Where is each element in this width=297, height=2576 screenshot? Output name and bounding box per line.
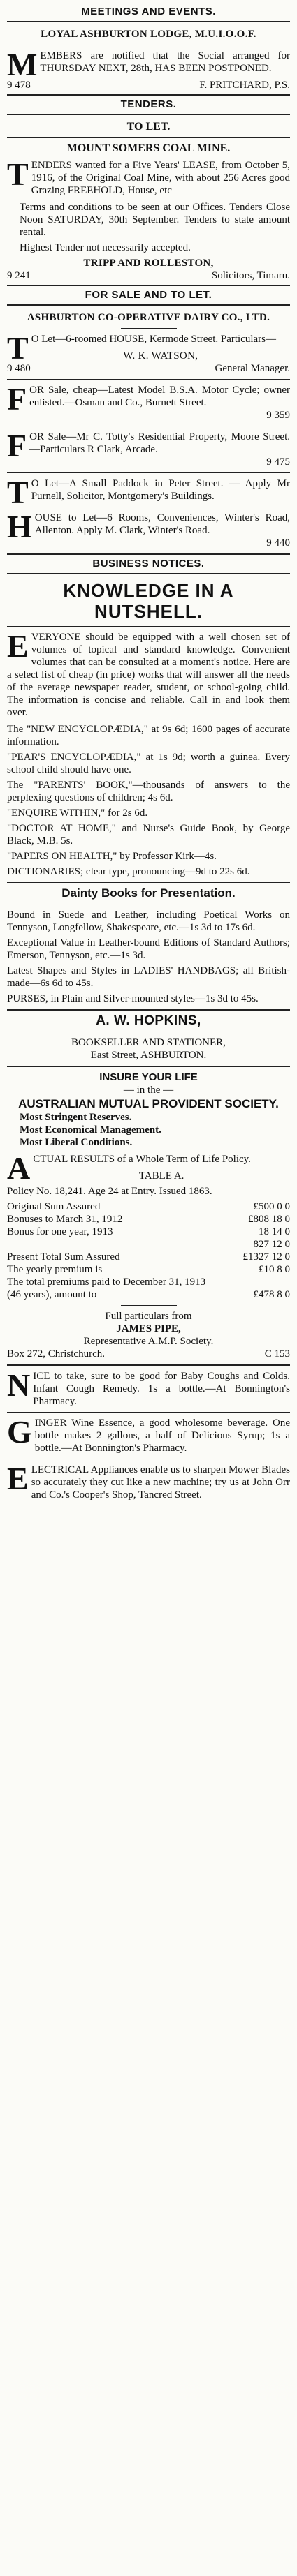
book-item: DICTIONARIES; clear type, pronouncing—9d to 22s 6d.	[7, 866, 250, 877]
row-label: Bonuses to March 31, 1912	[7, 1214, 123, 1225]
policy-row	[7, 1213, 290, 1226]
book-item: "PEAR'S ENCYCLOPÆDIA," at 1s 9d; worth a guinea. Every school child should have one.	[7, 752, 290, 775]
row-label: Bonus for one year, 1913	[7, 1226, 113, 1237]
row-label: Original Sum Assured	[7, 1201, 101, 1212]
knowledge-body: VERYONE should be equipped with a well chosen set of volumes of topical and standard knowledge. Convenient volumes that can be consulted at a moment's notice. Here are a select list of cheap (in price) works that will answer all the needs of the average newspaper reader, student, or school-going child. The information is concise and reliable. Call in and look them over.	[7, 632, 290, 718]
policy-row	[7, 1238, 290, 1251]
policy-row	[7, 1276, 290, 1301]
divider	[7, 1412, 290, 1413]
book-item: "DOCTOR AT HOME," and Nurse's Guide Book, by George Black, M.B. 5s.	[7, 823, 290, 847]
book-item: The "PARENTS' BOOK,"—thousands of answers to the perplexing questions of children; 4s 6d.	[7, 780, 290, 803]
divider	[121, 328, 177, 329]
signature: F. PRITCHARD, P.S.	[199, 80, 290, 91]
row-a: £1327 12	[242, 1251, 282, 1263]
meetings-heading: MEETINGS AND EVENTS.	[7, 3, 290, 22]
row-b: 0	[284, 1226, 290, 1237]
row-b: 0 0	[277, 1201, 290, 1212]
ref-number: 9 241	[7, 270, 31, 281]
dainty-item: Bound in Suede and Leather, including Poetical Works on Tennyson, Longfellow, Shakespeare, etc.—1s 3d to 17s 6d.	[7, 909, 290, 933]
dainty-item: Exceptional Value in Leather-bound Editions of Standard Authors; Emerson, Tennyson, etc.—1s 3d.	[7, 937, 290, 961]
drop-cap: N	[7, 1367, 31, 1403]
tender-firm: TRIPP AND ROLLESTON,	[83, 258, 214, 269]
hopkins-name: A. W. HOPKINS,	[96, 1013, 201, 1028]
tenders-heading: TENDERS.	[7, 94, 290, 115]
drop-cap: E	[7, 628, 29, 664]
sale-heading: FOR SALE AND TO LET.	[7, 285, 290, 306]
insure-in-the: — in the —	[123, 1085, 174, 1096]
ad-body: LECTRICAL Appliances enable us to sharpen Mower Blades so accurately they cut like a new machine; try us at John Orr and Co.'s Cooper's Shop, Tancred Street.	[31, 1464, 290, 1501]
ad-body: OR Sale—Mr C. Totty's Residential Property, Moore Street.—Particulars R Clark, Arcade.	[29, 431, 290, 455]
drop-cap: T	[7, 475, 29, 510]
policy-row	[7, 1200, 290, 1213]
drop-cap: E	[7, 1461, 29, 1496]
drop-cap: G	[7, 1414, 32, 1450]
ad-ginger	[7, 1414, 290, 1454]
book-item: "ENQUIRE WITHIN," for 2s 6d.	[7, 807, 148, 819]
drop-cap: T	[7, 330, 29, 366]
book-item: "PAPERS ON HEALTH," by Professor Kirk—4s.	[7, 851, 217, 862]
row-b: 0	[284, 1239, 290, 1250]
row-b: 0	[284, 1214, 290, 1225]
policy-line: Policy No. 18,241. Age 24 at Entry. Issued 1863.	[7, 1186, 212, 1197]
ref-number: 9 440	[266, 537, 290, 549]
row-label: The total premiums paid to December 31, 1913 (46 years), amount to	[7, 1276, 206, 1300]
ref-number: 9 359	[266, 410, 290, 421]
dainty-item: PURSES, in Plain and Silver-mounted styles—1s 3d to 45s.	[7, 993, 259, 1004]
actual-body: CTUAL RESULTS of a Whole Term of Life Policy.	[33, 1154, 251, 1165]
agent-box-row	[7, 1348, 290, 1360]
ad-name: W. K. WATSON,	[123, 350, 198, 362]
ref-number: 9 480	[7, 363, 31, 374]
ad-electrical	[7, 1461, 290, 1501]
agent-name: JAMES PIPE,	[116, 1323, 181, 1334]
knowledge-title: KNOWLEDGE IN A NUTSHELL.	[63, 580, 234, 622]
hopkins-address: East Street, ASHBURTON.	[90, 1050, 207, 1061]
agent-box: Box 272, Christchurch.	[7, 1348, 105, 1360]
drop-cap: F	[7, 428, 27, 463]
tender-terms: Terms and conditions to be seen at our Offices. Tenders Close Noon SATURDAY, 30th September. Tenders to state amount rental.	[20, 202, 290, 238]
policy-row	[7, 1263, 290, 1276]
divider	[7, 1009, 290, 1011]
drop-cap: M	[7, 47, 38, 82]
meetings-signature-row	[7, 79, 290, 91]
ref-number: C 153	[264, 1348, 290, 1360]
row-b: 8 0	[277, 1289, 290, 1300]
divider	[121, 1305, 177, 1306]
ad-body: INGER Wine Essence, a good wholesome beverage. One bottle makes 2 gallons, a half of Delicious Syrup; 1s a bottle.—At Bonnington's Pharmacy.	[34, 1417, 290, 1454]
ad-body: OUSE to Let—6 Rooms, Conveniences, Winter's Road, Allenton. Apply M. Clark, Winter's Road.	[34, 512, 290, 536]
meetings-notice	[7, 47, 290, 82]
society-point: Most Liberal Conditions.	[20, 1137, 133, 1148]
knowledge-intro	[7, 628, 290, 719]
table-title: TABLE A.	[138, 1170, 184, 1182]
divider	[7, 626, 290, 627]
row-a: 827 12	[253, 1239, 282, 1250]
row-b: 8 0	[277, 1264, 290, 1275]
ad-paddock	[7, 475, 290, 510]
ad-signature-row	[7, 362, 290, 375]
ad-house-winters	[7, 509, 290, 549]
divider	[7, 1066, 290, 1067]
ad-body: OR Sale, cheap—Latest Model B.S.A. Motor Cycle; owner enlisted.—Osman and Co., Burnett Street.	[29, 385, 290, 408]
row-a: £478	[253, 1289, 275, 1300]
hopkins-role: BOOKSELLER AND STATIONER,	[71, 1037, 226, 1048]
row-a: £500	[253, 1201, 275, 1212]
drop-cap: H	[7, 509, 32, 544]
divider	[7, 472, 290, 473]
ad-role: General Manager.	[215, 363, 290, 374]
tender-notice	[7, 156, 290, 197]
policy-row	[7, 1226, 290, 1238]
divider	[7, 882, 290, 883]
tender-body: ENDERS wanted for a Five Years' LEASE, from October 5, 1916, of the Original Coal Mine, with about 256 Acres good Grazing FREEHOLD, House, etc	[31, 160, 290, 196]
ad-body: O Let—6-roomed HOUSE, Kermode Street. Particulars—	[31, 334, 277, 345]
divider	[7, 137, 290, 138]
row-b: 0	[284, 1251, 290, 1263]
mine-title: MOUNT SOMERS COAL MINE.	[66, 142, 231, 154]
ad-motor-cycle	[7, 381, 290, 422]
policy-row	[7, 1251, 290, 1263]
dainty-item: Latest Shapes and Styles in LADIES' HANDBAGS; all British-made—6s 6d to 45s.	[7, 965, 290, 989]
tender-highest: Highest Tender not necessarily accepted.	[20, 242, 191, 253]
drop-cap: F	[7, 381, 27, 417]
dainty-title: Dainty Books for Presentation.	[61, 886, 236, 900]
book-item: The "NEW ENCYCLOPÆDIA," at 9s 6d; 1600 pages of accurate information.	[7, 724, 290, 747]
business-heading: BUSINESS NOTICES.	[7, 553, 290, 574]
coop-title: ASHBURTON CO-OPERATIVE DAIRY CO., LTD.	[27, 312, 270, 323]
divider	[7, 379, 290, 380]
row-label: Present Total Sum Assured	[7, 1251, 120, 1263]
ad-nice	[7, 1367, 290, 1408]
firm-role: Solicitors, Timaru.	[211, 270, 290, 281]
divider	[7, 1364, 290, 1366]
society-point: Most Economical Management.	[20, 1124, 161, 1136]
row-label: The yearly premium is	[7, 1264, 103, 1275]
ad-body: ICE to take, sure to be good for Baby Coughs and Colds. Infant Cough Remedy. 1s a bottle.—At Bonnington's Pharmacy.	[33, 1371, 290, 1407]
agent-role: Representative A.M.P. Society.	[83, 1336, 214, 1347]
ref-number: 9 475	[266, 456, 290, 468]
society-name: AUSTRALIAN MUTUAL PROVIDENT SOCIETY.	[18, 1097, 279, 1110]
row-a: £808 18	[248, 1214, 282, 1225]
row-a: 18 14	[259, 1226, 282, 1237]
ref-number: 9 478	[7, 80, 31, 91]
insure-title: INSURE YOUR LIFE	[99, 1071, 198, 1083]
meetings-body: EMBERS are notified that the Social arranged for THURSDAY NEXT, 28th, HAS BEEN POSTPONED.	[40, 50, 290, 74]
society-point: Most Stringent Reserves.	[20, 1112, 132, 1123]
drop-cap: A	[7, 1150, 31, 1186]
drop-cap: T	[7, 156, 29, 192]
ad-body: O Let—A Small Paddock in Peter Street. — Apply Mr Purnell, Solicitor, Montgomery's Buildings.	[31, 478, 290, 502]
ad-totty-property	[7, 428, 290, 468]
particulars: Full particulars from	[105, 1311, 192, 1322]
to-let-title: TO LET.	[126, 121, 171, 133]
tender-signature-row	[7, 269, 290, 282]
lodge-title: LOYAL ASHBURTON LODGE, M.U.I.O.O.F.	[41, 29, 256, 40]
row-a: £10	[259, 1264, 275, 1275]
